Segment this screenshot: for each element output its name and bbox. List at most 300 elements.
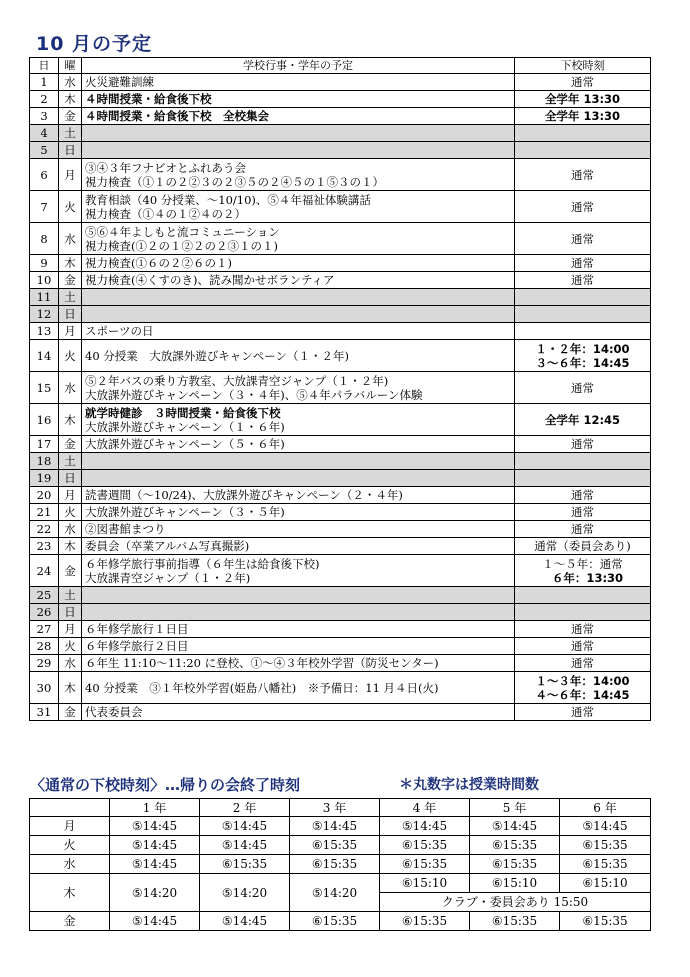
cell-time	[515, 587, 651, 604]
cell-time	[515, 638, 651, 655]
event-line: 大放課外遊びキャンペーン（３・４年)、⑤４年パラバルーン体験	[85, 387, 423, 402]
day-number: 16	[36, 412, 52, 427]
times-row	[30, 836, 651, 855]
schedule-row	[30, 272, 651, 289]
schedule-row	[30, 223, 651, 255]
time-cell: ⑤14:45	[560, 817, 651, 836]
dismissal-time: 通常	[571, 256, 594, 270]
cell-dow	[59, 470, 82, 487]
day-number: 3	[40, 109, 48, 123]
cell-events	[82, 521, 515, 538]
day-of-week: 日	[64, 605, 76, 619]
cell-time	[515, 108, 651, 125]
cell-events	[82, 621, 515, 638]
cell-events	[82, 436, 515, 453]
event-line: 視力検査（①１の２②３の２③５の２④５の１⑤３の１）	[85, 174, 384, 189]
dismissal-note: ＊丸数字は授業時間数	[399, 777, 539, 793]
day-of-week: 火	[64, 199, 76, 214]
day-of-week: 火	[64, 348, 76, 363]
cell-events	[82, 487, 515, 504]
event-line: ⑤⑥４年よしもと流コミュニーション	[85, 224, 280, 239]
time-cell: ⑤14:45	[380, 817, 470, 836]
day-of-week: 火	[64, 505, 76, 519]
dismissal-time: 通常	[571, 622, 594, 636]
schedule-row	[30, 621, 651, 638]
cell-events	[82, 255, 515, 272]
schedule-row	[30, 704, 651, 721]
dismissal-time: 通常	[571, 437, 594, 451]
dismissal-time: 全学年 13:30	[544, 109, 621, 123]
cell-dow	[59, 74, 82, 91]
day-number: 29	[36, 656, 52, 670]
club-time-cell: クラブ・委員会あり 15:50	[380, 893, 651, 912]
day-number: 31	[36, 705, 52, 719]
cell-time	[515, 372, 651, 404]
cell-events	[82, 223, 515, 255]
cell-dow	[59, 404, 82, 436]
schedule-row	[30, 672, 651, 704]
time-cell: ⑥15:35	[560, 855, 651, 874]
grade-header: 5 年	[470, 799, 560, 817]
cell-dow	[59, 436, 82, 453]
cell-events	[82, 272, 515, 289]
cell-day	[30, 487, 59, 504]
cell-events	[82, 587, 515, 604]
event-line: 視力検査(④くすのき)、読み聞かせボランティア	[85, 273, 335, 287]
schedule-row	[30, 142, 651, 159]
cell-dow	[59, 621, 82, 638]
header-events: 学校行事・学年の予定	[82, 58, 515, 74]
day-of-week: 水	[64, 231, 76, 246]
time-cell: ⑤14:20	[200, 874, 290, 912]
day-of-week: 日	[64, 471, 76, 485]
day-of-week: 土	[64, 290, 76, 304]
schedule-row	[30, 470, 651, 487]
event-line: ⑤２年バスの乗り方教室、大放課青空ジャンプ（１・２年)	[85, 373, 389, 388]
cell-dow	[59, 323, 82, 340]
dismissal-time: 通常	[571, 639, 594, 653]
cell-time	[515, 672, 651, 704]
cell-time	[515, 621, 651, 638]
cell-events	[82, 604, 515, 621]
schedule-row	[30, 436, 651, 453]
day-number: 15	[36, 380, 52, 395]
day-of-week: 木	[64, 256, 76, 270]
cell-day	[30, 638, 59, 655]
schedule-row	[30, 487, 651, 504]
cell-dow	[59, 604, 82, 621]
event-line: ６年修学旅行事前指導（６年生は給食後下校)	[85, 556, 320, 571]
day-of-week: 金	[64, 109, 76, 123]
cell-events	[82, 453, 515, 470]
cell-events	[82, 340, 515, 372]
cell-time	[515, 223, 651, 255]
cell-dow	[59, 255, 82, 272]
cell-dow	[59, 142, 82, 159]
time-cell: ⑤14:45	[290, 817, 380, 836]
times-corner-cell	[30, 799, 110, 817]
cell-dow	[59, 504, 82, 521]
cell-time	[515, 272, 651, 289]
day-number: 12	[36, 307, 52, 321]
cell-time	[515, 91, 651, 108]
event-line: 教育相談（40 分授業、～10/10)、⑤４年福祉体験講話	[85, 192, 371, 207]
time-cell: ⑤14:45	[110, 817, 200, 836]
day-of-week: 金	[64, 437, 76, 451]
time-cell: ⑥15:35	[290, 912, 380, 931]
dismissal-section-title: 〈通常の下校時刻〉…帰りの会終了時刻	[30, 776, 301, 794]
page-title: 10 月の予定	[36, 33, 153, 55]
header-day: 日	[30, 58, 59, 74]
cell-dow	[59, 538, 82, 555]
cell-time	[515, 521, 651, 538]
cell-time	[515, 555, 651, 587]
cell-day	[30, 436, 59, 453]
event-line: ４時間授業・給食後下校 全校集会	[85, 109, 269, 123]
cell-day	[30, 504, 59, 521]
cell-day	[30, 555, 59, 587]
event-line: 就学時健診 ３時間授業・給食後下校	[85, 405, 281, 420]
cell-dow	[59, 91, 82, 108]
dismissal-time: 通常	[571, 273, 594, 287]
event-line: 委員会（卒業アルバム写真撮影)	[85, 539, 250, 553]
dismissal-time: 通常	[571, 522, 594, 536]
day-number: 9	[40, 256, 48, 270]
cell-time	[515, 453, 651, 470]
times-dow: 水	[30, 855, 110, 874]
dismissal-time: ６年：13:30	[551, 570, 624, 585]
time-cell: ⑥15:10	[470, 874, 560, 893]
cell-events	[82, 555, 515, 587]
cell-dow	[59, 159, 82, 191]
event-line: 大放課外遊びキャンペーン（５・６年)	[85, 437, 285, 451]
cell-events	[82, 125, 515, 142]
dismissal-time: 通常（委員会あり)	[534, 539, 631, 553]
cell-dow	[59, 289, 82, 306]
day-number: 23	[36, 539, 52, 553]
cell-events	[82, 404, 515, 436]
event-line: 大放課外遊びキャンペーン（１・６年)	[85, 419, 285, 434]
time-cell: ⑥15:35	[470, 855, 560, 874]
cell-events	[82, 704, 515, 721]
dismissal-time: １～３年：14:00	[535, 673, 630, 688]
dismissal-time: 全学年 13:30	[544, 92, 621, 106]
cell-dow	[59, 555, 82, 587]
day-number: 7	[40, 199, 48, 214]
day-of-week: 金	[64, 705, 76, 719]
cell-dow	[59, 340, 82, 372]
times-row	[30, 855, 651, 874]
event-line: ②図書館まつり	[85, 522, 166, 536]
event-line: 大放課外遊びキャンペーン（３・５年)	[85, 505, 285, 519]
day-of-week: 土	[64, 454, 76, 468]
cell-dow	[59, 125, 82, 142]
event-line: 大放課青空ジャンプ（１・２年)	[85, 570, 251, 585]
day-number: 22	[36, 522, 52, 536]
schedule-row	[30, 587, 651, 604]
day-number: 25	[36, 588, 52, 602]
schedule-row	[30, 372, 651, 404]
day-number: 18	[36, 454, 52, 468]
schedule-row	[30, 340, 651, 372]
day-number: 26	[36, 605, 52, 619]
day-number: 1	[40, 75, 48, 89]
time-cell: ⑥15:35	[200, 855, 290, 874]
dismissal-time: １・２年：14:00	[535, 341, 630, 356]
day-of-week: 木	[64, 412, 76, 427]
cell-day	[30, 125, 59, 142]
cell-day	[30, 306, 59, 323]
day-of-week: 月	[64, 488, 76, 502]
times-dow: 月	[30, 817, 110, 836]
event-line: 40 分授業 ③１年校外学習(姫島八幡社) ※予備日：11 月４日(火)	[85, 680, 439, 695]
dismissal-time: 通常	[571, 75, 594, 89]
cell-time	[515, 306, 651, 323]
cell-events	[82, 323, 515, 340]
cell-time	[515, 504, 651, 521]
time-cell: ⑤14:45	[200, 836, 290, 855]
cell-time	[515, 125, 651, 142]
time-cell: ⑥15:35	[380, 912, 470, 931]
time-cell: ⑥15:35	[470, 912, 560, 931]
cell-time	[515, 404, 651, 436]
time-cell: ⑤14:45	[470, 817, 560, 836]
cell-dow	[59, 306, 82, 323]
day-of-week: 木	[64, 680, 76, 695]
dismissal-time: 通常	[571, 231, 594, 246]
cell-day	[30, 272, 59, 289]
time-cell: ⑥15:35	[290, 855, 380, 874]
day-number: 21	[36, 505, 52, 519]
times-row	[30, 817, 651, 836]
header-dismissal-time: 下校時刻	[515, 58, 651, 74]
cell-dow	[59, 453, 82, 470]
dismissal-time: １～５年：通常	[542, 556, 623, 571]
grade-header: 6 年	[560, 799, 651, 817]
cell-day	[30, 672, 59, 704]
time-cell: ⑥15:35	[470, 836, 560, 855]
schedule-row	[30, 453, 651, 470]
schedule-row	[30, 255, 651, 272]
event-line: 視力検査(①２の１②２の２③１の１)	[85, 238, 278, 253]
cell-day	[30, 538, 59, 555]
cell-time	[515, 487, 651, 504]
cell-time	[515, 323, 651, 340]
cell-day	[30, 470, 59, 487]
time-cell: ⑤14:45	[200, 817, 290, 836]
cell-day	[30, 404, 59, 436]
time-cell: ⑤14:20	[110, 874, 200, 912]
day-of-week: 木	[64, 539, 76, 553]
day-of-week: 水	[64, 75, 76, 89]
day-number: 28	[36, 639, 52, 653]
cell-day	[30, 453, 59, 470]
cell-events	[82, 108, 515, 125]
event-line: スポーツの日	[85, 324, 154, 338]
times-row	[30, 912, 651, 931]
dismissal-time: 通常	[571, 488, 594, 502]
day-of-week: 水	[64, 522, 76, 536]
day-number: 27	[36, 622, 52, 636]
times-dow: 木	[30, 874, 110, 912]
cell-day	[30, 255, 59, 272]
event-line: ６年修学旅行２日目	[85, 639, 189, 653]
cell-day	[30, 604, 59, 621]
cell-events	[82, 672, 515, 704]
cell-time	[515, 255, 651, 272]
cell-dow	[59, 704, 82, 721]
dismissal-time: 通常	[571, 505, 594, 519]
cell-dow	[59, 108, 82, 125]
time-cell: ⑥15:35	[380, 836, 470, 855]
dismissal-section-header	[30, 775, 650, 795]
schedule-row	[30, 323, 651, 340]
time-cell: ⑥15:35	[380, 855, 470, 874]
cell-day	[30, 372, 59, 404]
cell-time	[515, 604, 651, 621]
grade-header: 3 年	[290, 799, 380, 817]
cell-dow	[59, 521, 82, 538]
schedule-row	[30, 555, 651, 587]
event-line: 代表委員会	[85, 705, 143, 719]
grade-header: 1 年	[110, 799, 200, 817]
event-line: ４時間授業・給食後下校	[85, 92, 212, 106]
schedule-row	[30, 538, 651, 555]
cell-day	[30, 159, 59, 191]
day-number: 17	[36, 437, 52, 451]
cell-dow	[59, 272, 82, 289]
cell-time	[515, 470, 651, 487]
day-of-week: 日	[64, 143, 76, 157]
cell-time	[515, 142, 651, 159]
schedule-header-row	[30, 58, 651, 74]
day-of-week: 木	[64, 92, 76, 106]
event-line: ６年生 11:10～11:20 に登校、①～④３年校外学習（防災センター)	[85, 656, 439, 670]
day-of-week: 火	[64, 639, 76, 653]
cell-events	[82, 74, 515, 91]
day-number: 5	[40, 143, 48, 157]
cell-day	[30, 704, 59, 721]
cell-time	[515, 436, 651, 453]
time-cell: ⑥15:10	[380, 874, 470, 893]
schedule-row	[30, 125, 651, 142]
cell-events	[82, 538, 515, 555]
cell-day	[30, 142, 59, 159]
cell-events	[82, 91, 515, 108]
day-number: 14	[36, 348, 52, 363]
dismissal-times-table	[29, 798, 651, 931]
cell-day	[30, 91, 59, 108]
cell-time	[515, 191, 651, 223]
day-number: 10	[36, 273, 52, 287]
day-of-week: 月	[64, 167, 76, 182]
cell-day	[30, 587, 59, 604]
event-line: 視力検査(①６の２②６の１)	[85, 256, 232, 270]
time-cell: ⑥15:10	[560, 874, 651, 893]
time-cell: ⑤14:45	[110, 855, 200, 874]
cell-events	[82, 159, 515, 191]
dismissal-time: 通常	[571, 199, 594, 214]
dismissal-time: ４～６年：14:45	[535, 687, 630, 702]
schedule-row	[30, 306, 651, 323]
grade-header: 4 年	[380, 799, 470, 817]
cell-dow	[59, 672, 82, 704]
schedule-row	[30, 638, 651, 655]
day-number: 11	[36, 290, 52, 304]
times-row	[30, 874, 651, 893]
time-cell: ⑤14:45	[200, 912, 290, 931]
dismissal-time: 全学年 12:45	[544, 412, 621, 427]
time-cell: ⑥15:35	[560, 836, 651, 855]
cell-time	[515, 655, 651, 672]
cell-time	[515, 74, 651, 91]
cell-day	[30, 191, 59, 223]
cell-time	[515, 159, 651, 191]
cell-events	[82, 638, 515, 655]
cell-events	[82, 191, 515, 223]
day-number: 13	[36, 324, 52, 338]
time-cell: ⑤14:45	[110, 836, 200, 855]
day-of-week: 金	[64, 273, 76, 287]
day-of-week: 水	[64, 380, 76, 395]
day-number: 19	[36, 471, 52, 485]
cell-dow	[59, 638, 82, 655]
schedule-row	[30, 604, 651, 621]
dismissal-time: 通常	[571, 167, 594, 182]
schedule-row	[30, 655, 651, 672]
event-line: 40 分授業 大放課外遊びキャンペーン（１・２年)	[85, 348, 350, 363]
day-number: 2	[40, 92, 48, 106]
cell-events	[82, 655, 515, 672]
day-number: 4	[40, 126, 48, 140]
dismissal-time: ３～６年：14:45	[535, 355, 630, 370]
schedule-row	[30, 74, 651, 91]
schedule-row	[30, 504, 651, 521]
schedule-row	[30, 91, 651, 108]
day-of-week: 土	[64, 126, 76, 140]
dismissal-time: 通常	[571, 705, 594, 719]
schedule-row	[30, 159, 651, 191]
day-of-week: 水	[64, 656, 76, 670]
dismissal-time: 通常	[571, 656, 594, 670]
cell-dow	[59, 372, 82, 404]
grade-header: 2 年	[200, 799, 290, 817]
cell-dow	[59, 223, 82, 255]
day-of-week: 日	[64, 307, 76, 321]
times-dow: 金	[30, 912, 110, 931]
cell-time	[515, 538, 651, 555]
event-line: 火災避難訓練	[85, 75, 154, 89]
cell-day	[30, 621, 59, 638]
cell-events	[82, 372, 515, 404]
schedule-row	[30, 404, 651, 436]
day-of-week: 月	[64, 622, 76, 636]
time-cell: ⑥15:35	[290, 836, 380, 855]
dismissal-times-body	[30, 799, 651, 931]
schedule-row	[30, 521, 651, 538]
day-number: 8	[40, 231, 48, 246]
cell-day	[30, 655, 59, 672]
event-line: ６年修学旅行１日目	[85, 622, 189, 636]
day-number: 6	[40, 167, 48, 182]
header-dow: 曜	[59, 58, 82, 74]
schedule-body	[30, 74, 651, 721]
time-cell: ⑤14:45	[110, 912, 200, 931]
day-number: 24	[36, 563, 52, 578]
cell-day	[30, 223, 59, 255]
day-of-week: 月	[64, 324, 76, 338]
day-of-week: 金	[64, 563, 76, 578]
